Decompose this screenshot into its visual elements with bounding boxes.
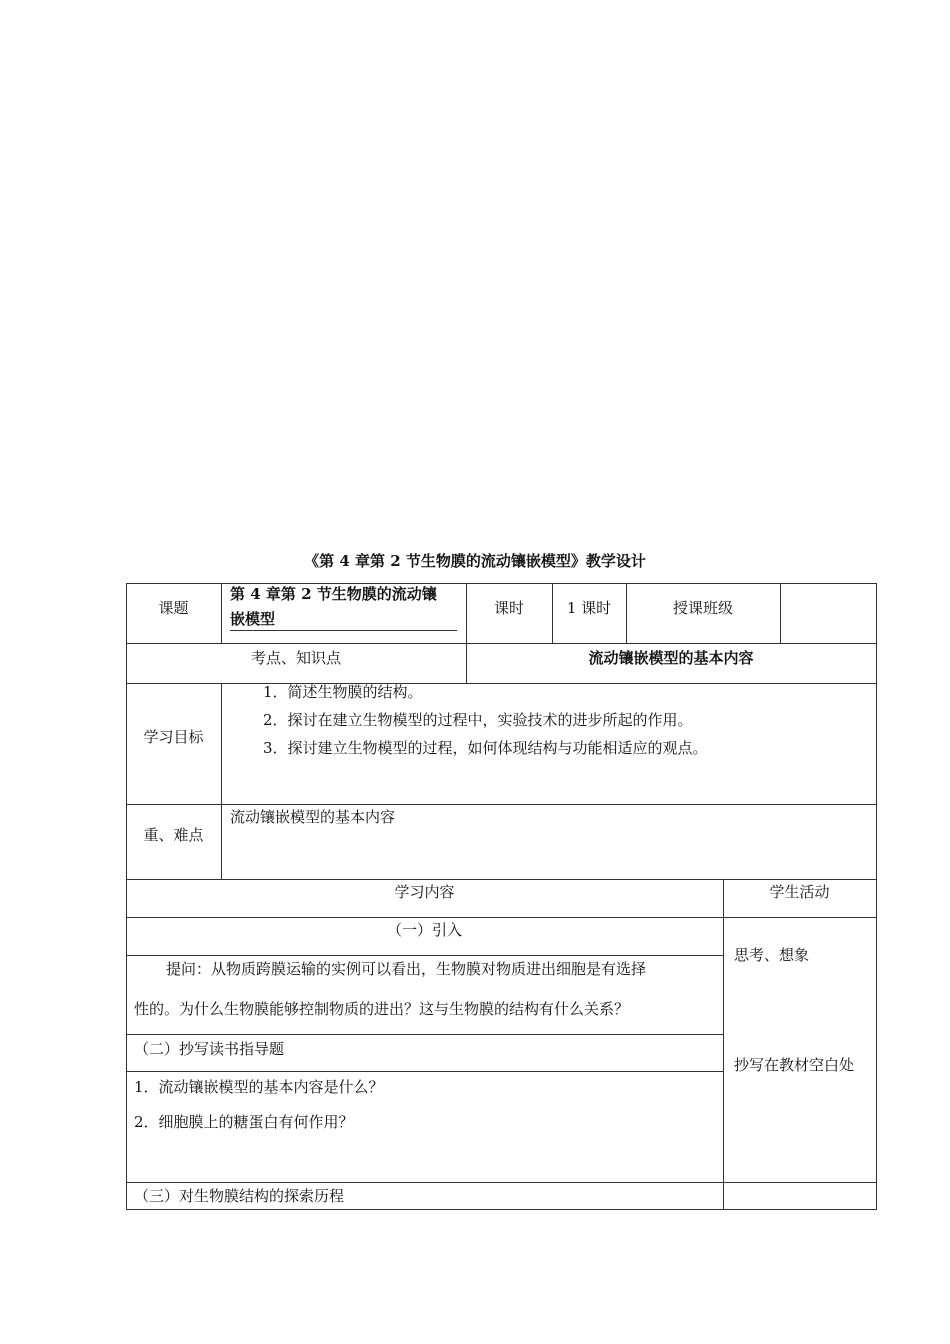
guide-title: （二）抄写读书指导题	[134, 1040, 285, 1058]
document-title: 《第 4 章第 2 节生物膜的流动镶嵌模型》教学设计	[304, 552, 646, 570]
key-points-label: 重、难点	[143, 826, 204, 844]
guide-question-1: 1．流动镶嵌模型的基本内容是什么？	[134, 1078, 384, 1096]
objective-item: 2．探讨在建立生物模型的过程中，实验技术的进步所起的作用。	[263, 711, 693, 729]
history-title: （三）对生物膜结构的探索历程	[134, 1187, 345, 1205]
objective-item: 3．探讨建立生物模型的过程，如何体现结构与功能相适应的观点。	[263, 739, 708, 757]
objective-item: 1．简述生物膜的结构。	[263, 683, 423, 701]
knowledge-value: 流动镶嵌模型的基本内容	[588, 649, 754, 667]
guide-question-2: 2．细胞膜上的糖蛋白有何作用？	[134, 1113, 354, 1131]
student-activity-header: 学生活动	[769, 883, 830, 901]
class-label: 授课班级	[672, 599, 733, 617]
period-label: 课时	[493, 599, 524, 617]
knowledge-label: 考点、知识点	[250, 649, 341, 667]
topic-value-line2: 嵌模型	[230, 610, 276, 628]
learning-content-header: 学习内容	[394, 883, 455, 901]
activity-copy: 抄写在教材空白处	[734, 1056, 855, 1074]
activity-think: 思考、想象	[734, 946, 810, 964]
period-value: 1 课时	[566, 599, 612, 617]
intro-title: （一）引入	[386, 921, 462, 939]
key-points-value: 流动镶嵌模型的基本内容	[230, 808, 396, 826]
intro-text-line1: 提问：从物质跨膜运输的实例可以看出，生物膜对物质进出细胞是有选择	[166, 960, 647, 978]
topic-label: 课题	[158, 599, 189, 617]
intro-text-line2: 性的。为什么生物膜能够控制物质的进出？这与生物膜的结构有什么关系？	[134, 1000, 630, 1018]
objectives-label: 学习目标	[143, 728, 204, 746]
topic-value-line1: 第 4 章第 2 节生物膜的流动镶	[230, 585, 437, 603]
